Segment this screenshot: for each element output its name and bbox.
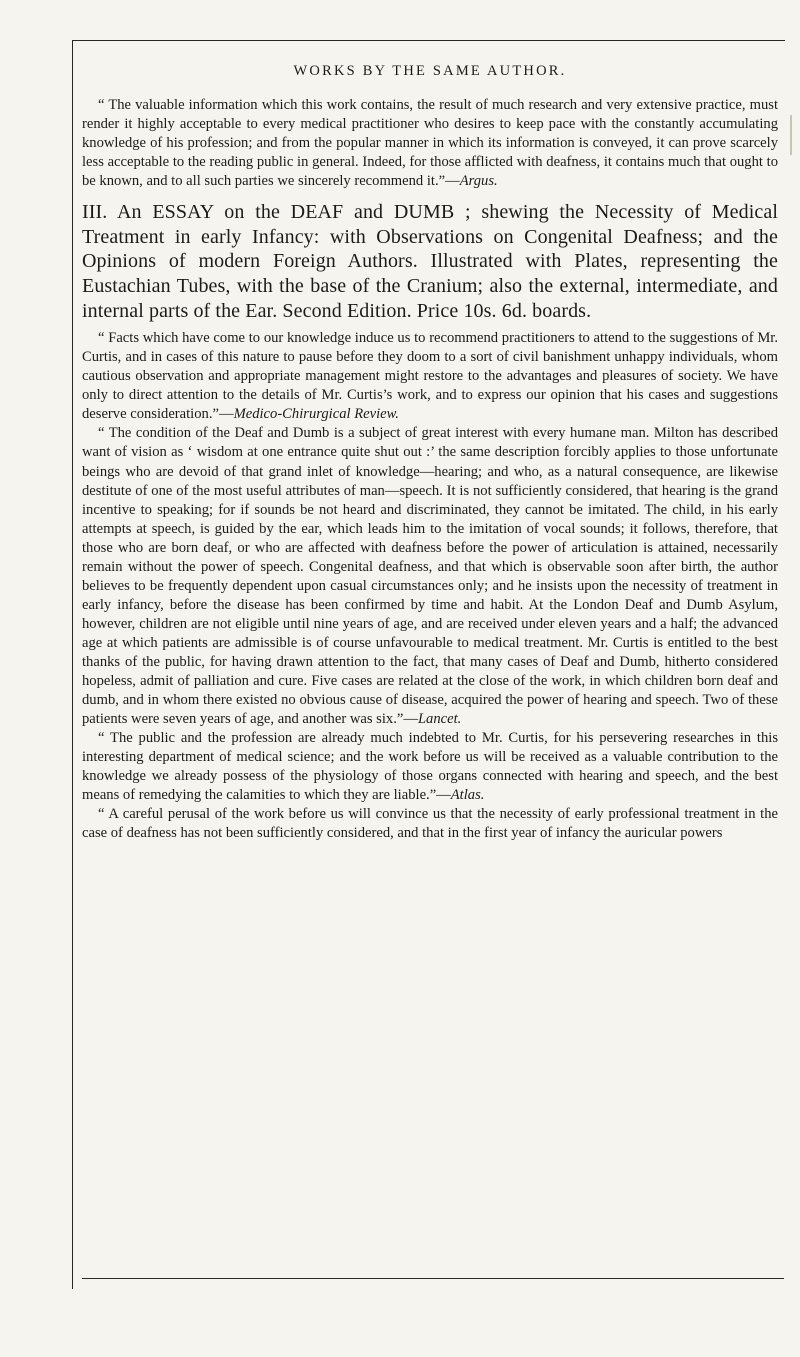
page-edge-mark	[790, 115, 792, 155]
text-column	[82, 96, 778, 843]
bottom-rule	[82, 1278, 784, 1279]
review-text: “ A careful perusal of the work before us will convince us that the necessity of early professional treatment in the case of deafness has not been sufficiently considered, and that in the first year of infancy the auricular powers	[82, 806, 778, 842]
review-source: Lancet.	[417, 711, 462, 728]
review-text: “ The condition of the Deaf and Dumb is a subject of great interest with every humane man. Milton has described want of vision as ‘ wisdom at one entrance quite shut out :’ the same description forcibly applies to those unfortunate beings who are devoid of that grand inlet of knowledge—hearing; and who, as a natural consequence, are likewise destitute of one of the most useful attributes of man—speech. It is not sufficiently considered, that hearing is the grand incentive to speaking; for if sounds be not heard and discriminated, they cannot be imitated. The child, in his early attempts at speech, is guided by the ear, which leads him to the imitation of vocal sounds; it follows, therefore, that those who are born deaf, or who are affected with deafness before the power of articulation is attained, necessarily remain without the power of speech. Congenital deafness, and that which is observable soon after birth, the author believes to be frequently dependent upon casual circumstances only; and he insists upon the necessity of treatment in early infancy, before the disease has been confirmed by time and habit. At the London Deaf and Dumb Asylum, however, children are not eligible until nine years of age, and are received under eleven years and a half; the advanced age at which patients are admissible is of course unfavourable to medical treatment. Mr. Curtis is entitled to the best thanks of the public, for having drawn attention to the fact, that many cases of Deaf and Dumb, hitherto considered hopeless, admit of palliation and cure. Five cases are related at the close of the work, in which children born deaf and dumb, and in whom there existed no obvious cause of disease, acquired the power of hearing and speech. Two of these patients were seven years of age, and another was six.”—	[82, 425, 778, 728]
review-source: Medico-Chirurgical Review.	[233, 406, 399, 423]
review-source: Argus.	[459, 173, 498, 190]
entry-title: III. An ESSAY on the DEAF and DUMB ; shewing the Necessity of Medical Treatment in early Infancy: with Observations on Congenital Deafness; and the Opinions of modern Foreign Authors. Illustrated with Plates, representing the Eustachian Tubes, with the base of the Cranium; also the external, intermediate, and internal parts of the Ear. Second Edition. Price 10s. 6d. boards.	[82, 201, 778, 322]
review-text: “ Facts which have come to our knowledge induce us to recommend practitioners to attend to the suggestions of Mr. Curtis, and in cases of this nature to pause before they doom to a sort of civil banishment unhappy individuals, whom cautious observation and appropriate management might restore to the advantages and pleasures of society. We have only to direct attention to the details of Mr. Curtis’s work, and to express our opinion that his cases and suggestions deserve consideration.”—	[82, 330, 778, 423]
review-atlas	[82, 729, 778, 805]
review-medico-chirurgical	[82, 329, 778, 424]
review-source: Atlas.	[450, 787, 485, 804]
review-text: “ The public and the profession are already much indebted to Mr. Curtis, for his persevering researches in this interesting department of medical science; and the work before us will be received as a valuable contribution to the knowledge we already possess of the physiology of those organs connected with hearing and speech, and the best means of remedying the calamities to which they are liable.”—	[82, 730, 778, 804]
review-continued	[82, 805, 778, 843]
review-argus	[82, 96, 778, 191]
running-head: WORKS BY THE SAME AUTHOR.	[293, 63, 567, 79]
review-lancet	[82, 424, 778, 729]
review-text: “ The valuable information which this work contains, the result of much research and very extensive practice, must render it highly acceptable to every medical practitioner who desires to keep pace with the constantly accumulating knowledge of his profession; and from the popular manner in which its information is conveyed, it can prove scarcely less acceptable to the reading public in general. Indeed, for those afflicted with deafness, it contains much that ought to be known, and to all such parties we sincerely recommend it.”—	[82, 97, 778, 190]
